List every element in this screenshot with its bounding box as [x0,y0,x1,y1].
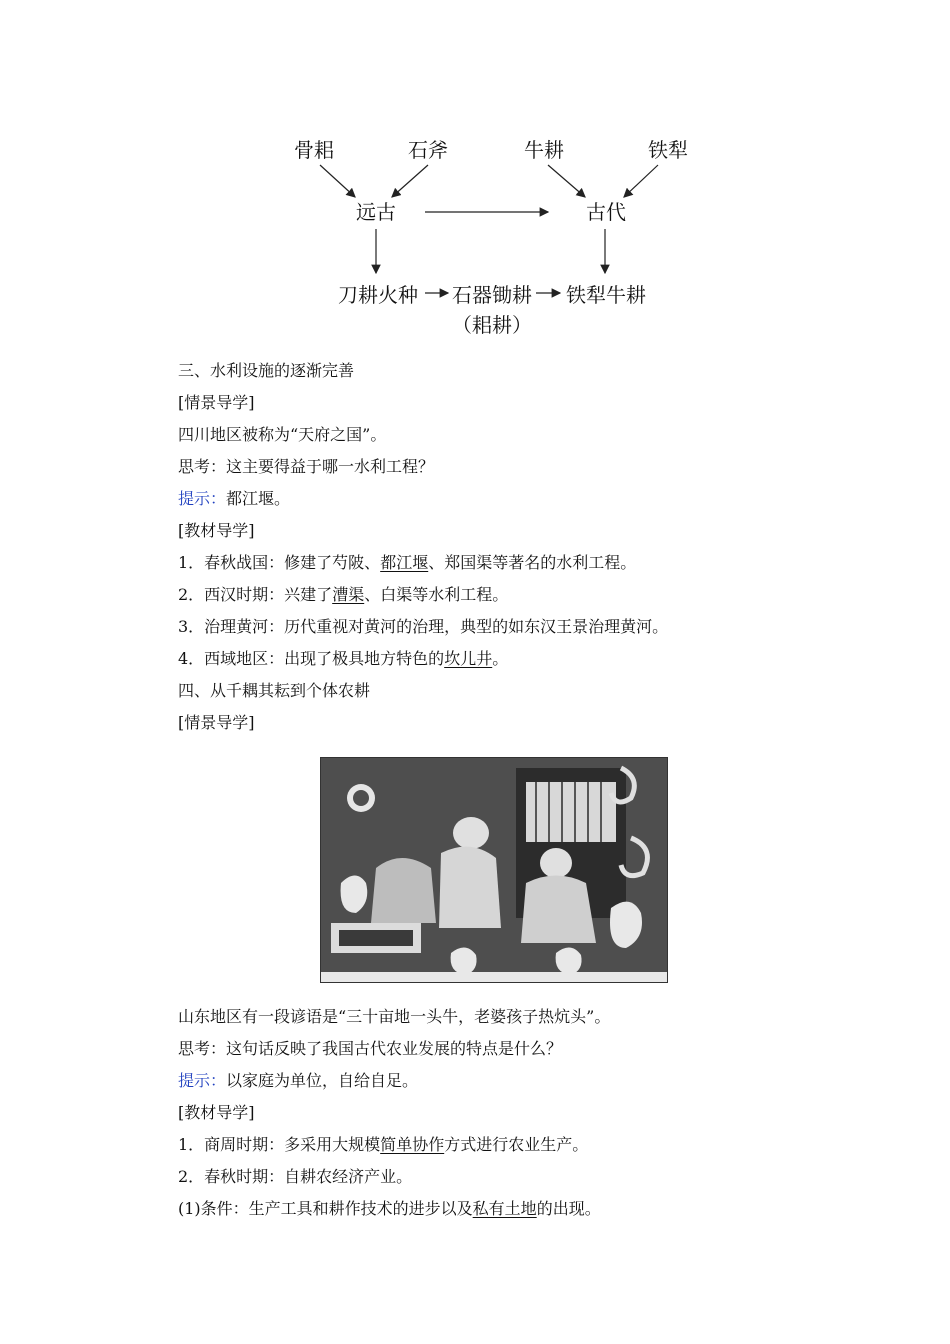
section4-question: 思考：这句话反映了我国古代农业发展的特点是什么？ [178,1039,563,1058]
section3-hint [178,488,778,510]
section4-heading: 四、从千耦其耘到个体农耕 [178,681,371,700]
hint-label: 提示： [178,489,227,508]
paper-cut-farming-family-image [320,757,668,983]
item-text: 1．商周时期：多采用大规模 [178,1135,381,1154]
tool-label-shifu: 石斧 [408,138,448,162]
section3-item-1 [178,552,778,574]
arrow-gusi-to-yuangu [320,165,355,197]
diagram-arrows [280,125,700,345]
section4-scene-text: 山东地区有一段谚语是“三十亩地一头牛，老婆孩子热炕头”。 [178,1007,611,1026]
item-text: 。 [492,649,509,668]
item-text: 、白渠等水利工程。 [364,585,509,604]
underlined-term: 简单协作 [380,1135,445,1154]
section4-scene-label: [情景导学] [178,713,255,732]
item-text: 4．西域地区：出现了极具地方特色的 [178,649,445,668]
stage-note: （耜耕） [452,313,532,337]
farming-tools-flow-diagram [280,125,700,345]
era-label-ancient: 远古 [356,200,396,224]
arrow-shifu-to-yuangu [392,165,428,197]
item-text: (1)条件：生产工具和耕作技术的进步以及 [178,1199,473,1218]
tool-label-gusi: 骨耜 [294,138,334,162]
stage-label-2: 石器锄耕 [452,283,532,307]
section3-item-3 [178,616,778,638]
stage-label-1: 刀耕火种 [338,283,418,307]
item-text: 3．治理黄河：历代重视对黄河的治理，典型的如东汉王景治理黄河。 [178,617,669,636]
section4-hint [178,1070,778,1092]
tool-label-tieli: 铁犁 [648,138,688,162]
section4-item-3 [178,1198,778,1220]
underlined-term: 都江堰 [380,553,429,572]
stage-label-3: 铁犁牛耕 [566,283,646,307]
section4-item-1 [178,1134,778,1156]
era-label-old: 古代 [586,200,626,224]
section3-item-2 [178,584,778,606]
tool-label-niugeng: 牛耕 [524,138,564,162]
item-text: 的出现。 [536,1199,601,1218]
section3-item-4 [178,648,778,670]
section3-heading: 三、水利设施的逐渐完善 [178,361,355,380]
underlined-term: 漕渠 [332,585,365,604]
arrow-niugeng-to-gudai [548,165,585,197]
section4-textbook-label: [教材导学] [178,1103,255,1122]
hint-label: 提示： [178,1071,227,1090]
hint-text: 都江堰。 [226,489,291,508]
arrow-tieli-to-gudai [624,165,658,197]
hint-text: 以家庭为单位，自给自足。 [226,1071,419,1090]
underlined-term: 坎儿井 [444,649,493,668]
item-text: 、郑国渠等著名的水利工程。 [428,553,637,572]
section3-scene-text: 四川地区被称为“天府之国”。 [178,425,387,444]
item-text: 1．春秋战国：修建了芍陂、 [178,553,381,572]
section3-scene-label: [情景导学] [178,393,255,412]
section4-item-2: 2．春秋时期：自耕农经济产业。 [178,1167,413,1186]
section3-question: 思考：这主要得益于哪一水利工程？ [178,457,435,476]
item-text: 方式进行农业生产。 [444,1135,589,1154]
section3-textbook-label: [教材导学] [178,521,255,540]
underlined-term: 私有土地 [472,1199,537,1218]
item-text: 2．西汉时期：兴建了 [178,585,333,604]
